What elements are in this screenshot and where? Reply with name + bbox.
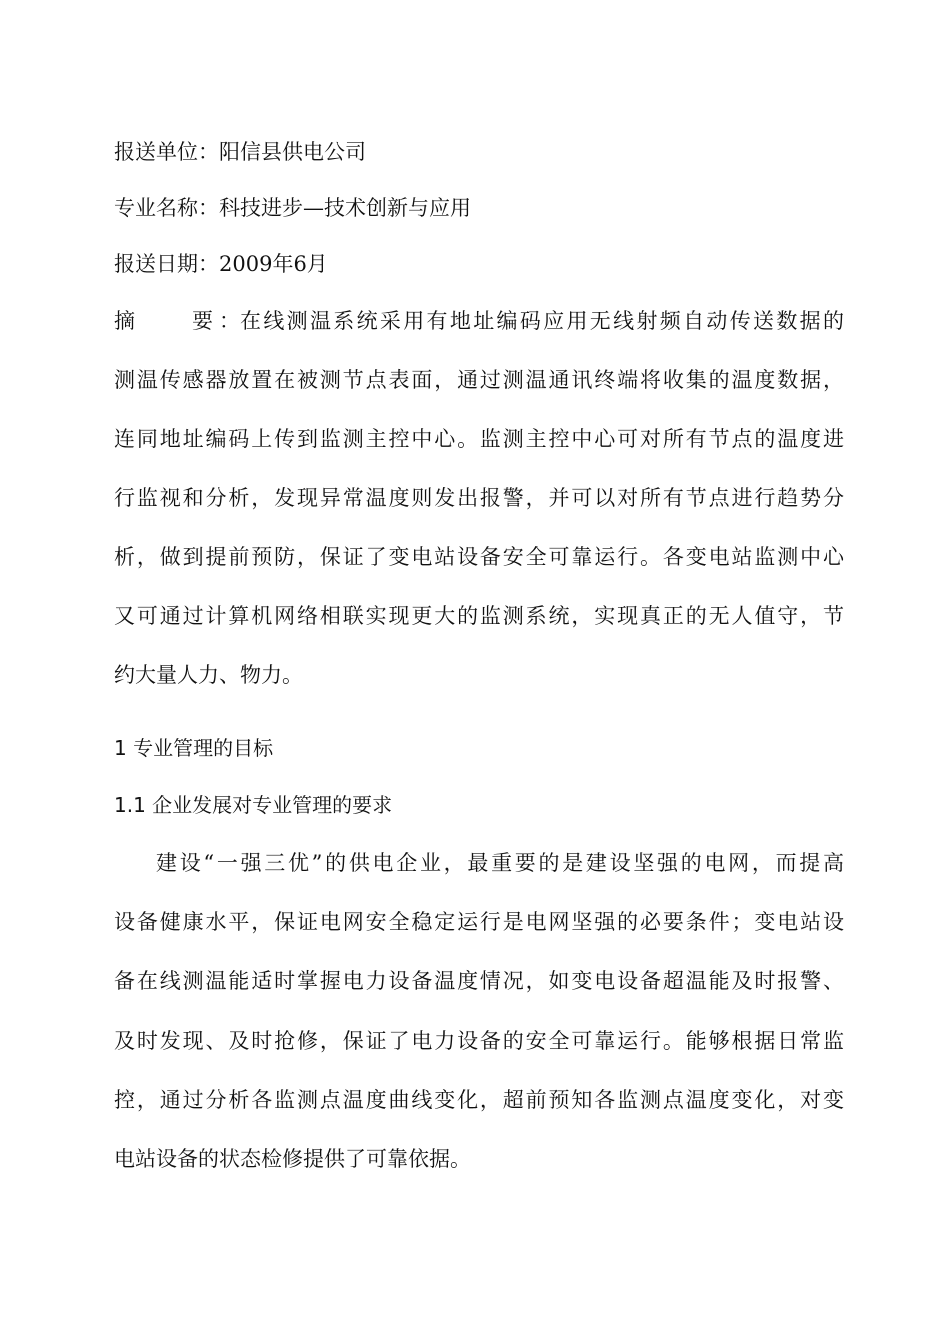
abstract-line: 测温传感器放置在被测节点表面，通过测温通讯终端将收集的温度数据， (114, 368, 844, 392)
body-line: 电站设备的状态检修提供了可靠依据。 (114, 1147, 471, 1171)
abstract-line: 又可通过计算机网络相联实现更大的监测系统，实现真正的无人值守，节 (114, 604, 844, 628)
abstract-line: 约大量人力、物力。 (114, 663, 303, 687)
specialty-name: 专业名称：科技进步—技术创新与应用 (114, 196, 471, 220)
abstract-line: 行监视和分析，发现异常温度则发出报警，并可以对所有节点进行趋势分 (114, 486, 844, 510)
subsection-heading: 1.1 企业发展对专业管理的要求 (114, 793, 393, 817)
body-line: 建设“一强三优”的供电企业，最重要的是建设坚强的电网，而提高 (156, 851, 844, 875)
abstract-line: 连同地址编码上传到监测主控中心。监测主控中心可对所有节点的温度进 (114, 427, 844, 451)
abstract-line: 在线测温系统采用有地址编码应用无线射频自动传送数据的 (240, 309, 844, 333)
abstract-line: 析，做到提前预防，保证了变电站设备安全可靠运行。各变电站监测中心 (114, 545, 844, 569)
body-line: 控，通过分析各监测点温度曲线变化，超前预知各监测点温度变化，对变 (114, 1088, 844, 1112)
report-date: 报送日期：2009年6月 (114, 252, 328, 276)
report-unit: 报送单位：阳信县供电公司 (114, 140, 366, 164)
body-line: 备在线测温能适时掌握电力设备温度情况，如变电设备超温能及时报警、 (114, 969, 844, 993)
abstract-first-line (114, 306, 844, 336)
body-line: 及时发现、及时抢修，保证了电力设备的安全可靠运行。能够根据日常监 (114, 1029, 844, 1053)
section-heading: 1 专业管理的目标 (114, 736, 274, 760)
abstract-label: 摘 要： (114, 309, 240, 333)
body-line: 设备健康水平，保证电网安全稳定运行是电网坚强的必要条件；变电站设 (114, 910, 844, 934)
